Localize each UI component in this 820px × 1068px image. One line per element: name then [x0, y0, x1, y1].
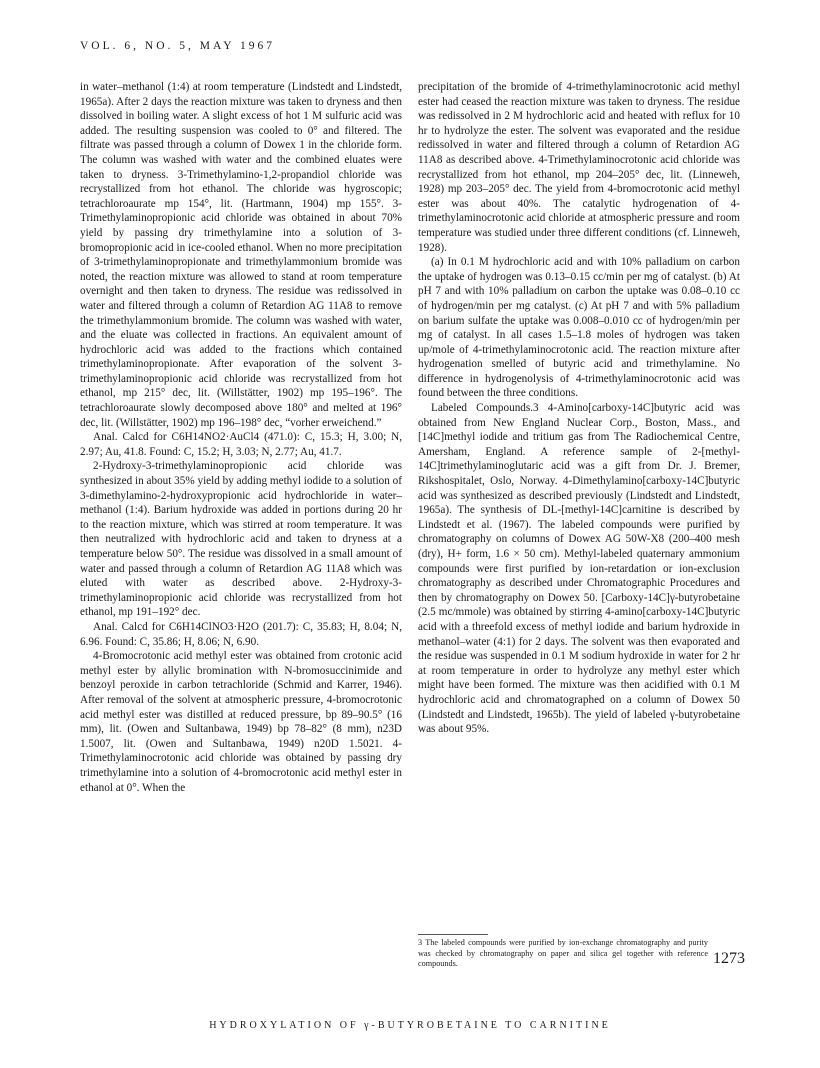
- footnote: 3 The labeled compounds were purified by ion-exchange chromatography and purity was checked by chromatography on paper and silica gel together with reference compounds.: [418, 938, 708, 969]
- paragraph: precipitation of the bromide of 4-trimethylaminocrotonic acid methyl ester had ceased the reaction mixture was taken to dryness. The residue was redissolved in 2 M hydrochloric acid and heated with reflux for 10 hr to hydrolyze the ester. The solvent was evaporated and the residue redissolved in water and filtered through a column of Retardion AG 11A8 as described above. 4-Trimethylaminocrotonic acid chloride was recrystallized from hot ethanol, mp 204–205° dec, lit. (Linneweh, 1928) mp 203–205° dec. The yield from 4-bromocrotonic acid methyl ester was about 40%. The catalytic hydrogenation of 4-trimethylaminocrotonic acid chloride at atmospheric pressure and room temperature was studied under three different conditions (cf. Linneweh, 1928).: [418, 81, 740, 254]
- paragraph: Anal. Calcd for C6H14ClNO3·H2O (201.7): C, 35.83; H, 8.04; N, 6.96. Found: C, 35.86; H, 8.06; N, 6.90.: [80, 620, 402, 648]
- page-number: 1273: [713, 950, 745, 967]
- paragraph: 2-Hydroxy-3-trimethylaminopropionic acid chloride was synthesized in about 35% yield by adding methyl iodide to a solution of 3-dimethylamino-2-hydroxypropionic acid hydrochloride in water–methanol (1:4). Barium hydroxide was added in portions during 20 hr to the reaction mixture, which was stirred at room temperature. It was then neutralized with hydrochloric acid and taken to dryness at a temperature below 50°. The residue was dissolved in a small amount of water and passed through a column of Retardion AG 11A8 which was eluted with water as described above. 2-Hydroxy-3-trimethylaminopropionic acid chloride was recrystallized from hot ethanol, mp 191–192° dec.: [80, 460, 402, 619]
- paragraph: Anal. Calcd for C6H14NO2·AuCl4 (471.0): C, 15.3; H, 3.00; N, 2.97; Au, 41.8. Found: C, 15.2; H, 3.03; N, 2.77; Au, 41.7.: [80, 431, 402, 458]
- paragraph: Labeled Compounds.3 4-Amino[carboxy-14C]butyric acid was obtained from New England Nuclear Corp., Boston, Mass., and [14C]methyl iodide and tritium gas from The Radiochemical Centre, Amersham, England. A reference sample of 2-[methyl-14C]trimethylaminoglutaric acid was a gift from Dr. J. Bremer, Rikshospitalet, Oslo, Norway. 4-Dimethylamino[carboxy-14C]butyric acid was synthesized as described previously (Lindstedt and Lindstedt, 1965a). The synthesis of DL-[methyl-14C]carnitine is described by Lindstedt et al. (1967). The labeled compounds were purified by chromatography on columns of Dowex AG 50W-X8 (200–400 mesh (dry), H+ form, 1.6 × 50 cm). Methyl-labeled quaternary ammonium compounds were first purified by ion-retardation or ion-exclusion chromatography as described under Chromatographic Procedures and then by chromatography on Dowex 50. [Carboxy-14C]γ-butyrobetaine (2.5 mc/mmole) was obtained by stirring 4-amino[carboxy-14C]butyric acid with a threefold excess of methyl iodide and barium hydroxide in methanol–water (4:1) for 2 days. The solvent was then evaporated and the residue was suspended in 0.1 M sodium hydroxide in water for 2 hr at room temperature in order to hydrolyze any methyl ester which might have been formed. The mixture was then acidified with 0.1 M hydrochloric acid and chromatographed on a column of Dowex 50 (Lindstedt and Lindstedt, 1965b). The yield of labeled γ-butyrobetaine was about 95%.: [418, 402, 740, 736]
- footnote-divider: [418, 934, 488, 935]
- paragraph: 4-Bromocrotonic acid methyl ester was obtained from crotonic acid methyl ester by allylic bromination with N-bromosuccinimide and benzoyl peroxide in carbon tetrachloride (Schmid and Karrer, 1946). After removal of the solvent at atmospheric pressure, 4-bromocrotonic acid methyl ester was distilled at reduced pressure, bp 89–90.5° (16 mm), lit. (Owen and Sultanbawa, 1949) bp 78–82° (8 mm), n23D 1.5007, lit. (Owen and Sultanbawa, 1949) n20D 1.5021. 4-Trimethylaminocrotonic acid chloride was obtained by passing dry trimethylamine into a solution of 4-bromocrotonic acid methyl ester in ethanol at 0°. When the: [80, 650, 402, 794]
- left-column: [80, 80, 402, 795]
- paragraph: in water–methanol (1:4) at room temperature (Lindstedt and Lindstedt, 1965a). After 2 days the reaction mixture was taken to dryness and then dissolved in boiling water. A slight excess of hot 1 M sulfuric acid was added. The resulting suspension was cooled to 0° and filtered. The filtrate was passed through a column of Dowex 1 in the chloride form. The column was washed with water and the combined eluates were taken to dryness. 3-Trimethylamino-1,2-propandiol chloride was recrystallized from hot ethanol. The chloride was hygroscopic; tetrachloroaurate mp 154°, lit. (Hartmann, 1904) mp 155°. 3-Trimethylaminopropionic acid chloride was obtained in about 70% yield by passing dry trimethylamine into a solution of 3-bromopropionic acid in ice-cooled ethanol. When no more precipitation of 3-trimethylaminopropionate and trimethylammonium bromide was noted, the reaction mixture was allowed to stand at room temperature overnight and then taken to dryness. The residue was redissolved in water and filtered through a column of Retardion AG 11A8 to remove the trimethylammonium bromide. The column was washed with water, and the eluate was collected in fractions. An equivalent amount of hydrochloric acid was added to the fractions which contained trimethylaminopropionate. After evaporation of the solvent 3-trimethylaminopropionic acid chloride was recrystallized from hot ethanol, mp 215° dec, lit. (Willstätter, 1902) mp 195–196°. The tetrachloroaurate slowly decomposed above 180° and melted at 196° dec, lit. (Willstätter, 1902) mp 196–198° dec, “vorher erweichend.”: [80, 81, 402, 429]
- running-head: VOL. 6, NO. 5, MAY 1967: [80, 40, 275, 52]
- right-column: [418, 80, 740, 737]
- running-foot: HYDROXYLATION OF γ-BUTYROBETAINE TO CARNITINE: [209, 1020, 611, 1031]
- paragraph: (a) In 0.1 M hydrochloric acid and with 10% palladium on carbon the uptake of hydrogen was 0.13–0.15 cc/min per mg of catalyst. (b) At pH 7 and with 10% palladium on carbon the uptake was 0.08–0.10 cc of hydrogen/min per mg catalyst. (c) At pH 7 and with 5% palladium on barium sulfate the uptake was 0.008–0.010 cc of hydrogen/min per mg of catalyst. In all cases 1.5–1.8 moles of hydrogen was taken up/mole of 4-trimethylaminocrotonic acid. The reaction mixture after hydrogenation smelled of butyric acid and trimethylamine. No difference in hydrogenolysis of 4-trimethylaminocrotonic acid was found between the three conditions.: [418, 256, 740, 400]
